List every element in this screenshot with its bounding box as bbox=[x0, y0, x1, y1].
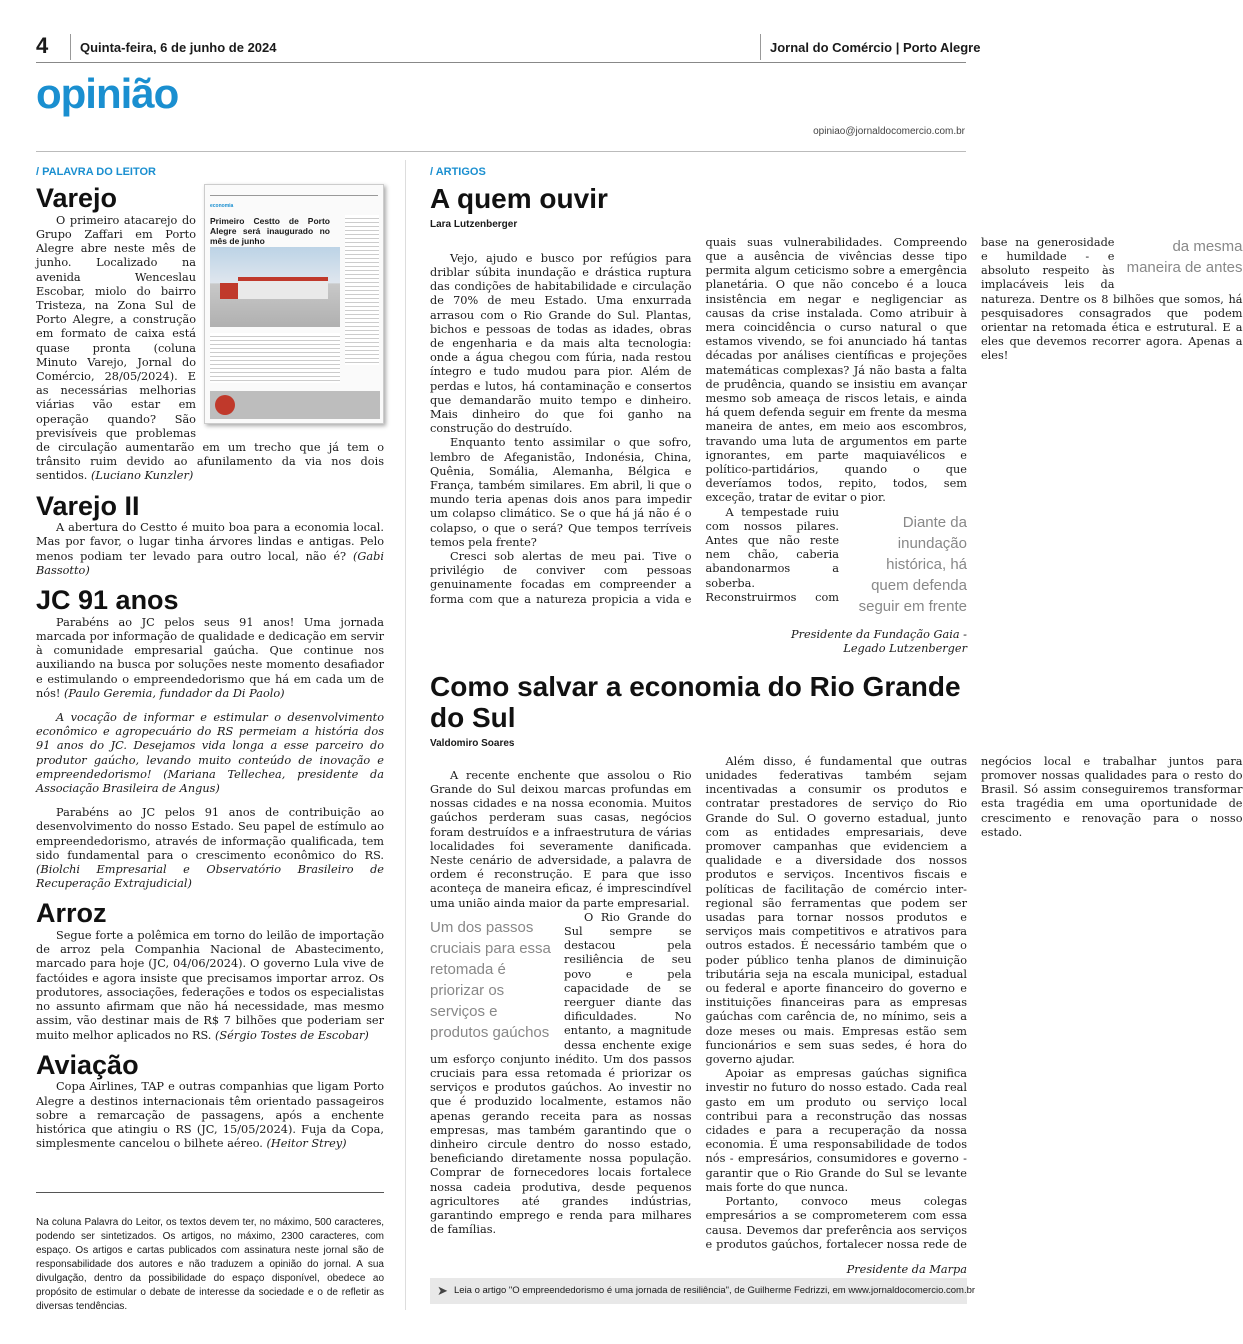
letter-body: Segue forte a polêmica em torno do leilão de importação de arroz pela Companhia Nacional de Abastecimento, marcado para hoje (JC, 04/06/2024). O governo Lula vive de factóides e agora insiste que precisamos importar arroz. Os produtores, associações, federações e todos os especialistas no assunto afirmam que não há necessidade, mas mesmo assim, vão destinar mais de R$ 7 bilhões que poderiam ser muito melhor aplicados no RS. bbox=[36, 929, 384, 1042]
letter-title: Arroz bbox=[36, 898, 107, 929]
letter-body: A abertura do Cestto é muito boa para a economia local. Mas por favor, o lugar tinha árvores lindas e antigas. Pelo menos podiam ter levado para outro local, não é? bbox=[36, 521, 384, 563]
letter-author: (Sérgio Tostes de Escobar) bbox=[214, 1028, 369, 1042]
article-body bbox=[430, 754, 1243, 1261]
thumbnail-photo bbox=[210, 247, 340, 327]
articles-column bbox=[430, 166, 1243, 1277]
column-divider bbox=[405, 160, 406, 1310]
paragraph: A recente enchente que assolou o Rio Grande do Sul deixou marcas profundas em nossas cidades e na nossa economia. Muitos gaúchos perderam suas casas, negócios foram destruídos e a infraestrutura de várias localidades foi severamente danificada. Neste cenário de adversidade, a palavra de ordem é reconstrução. E para que isso aconteça de maneira eficaz, é imprescindível uma união ainda maior da parte empresarial. bbox=[430, 768, 692, 910]
letter-author: (Heitor Strey) bbox=[266, 1137, 347, 1151]
letter-author: (Biolchi Empresarial e Observatório Brasileiro de Recuperação Extrajudicial) bbox=[36, 862, 384, 891]
articles-kicker: / ARTIGOS bbox=[430, 166, 486, 178]
page-number: 4 bbox=[36, 33, 49, 58]
paragraph: Além disso, é fundamental que outras unidades federativas também sejam incentivadas a consumir os produtos e contratar prestadores de serviço do Rio Grande do Sul. O governo estadual, junto com as entidades empresariais, deve promover campanhas que evidenciem a qualidade e a diversidade dos nossos produtos e serviços. Incentivos fiscais e políticas de facilitação de comércio inter-regional são ferramentas que podem ser usadas para tornar nossos produtos e serviços mais competitivos e atrativos para outros estados. É necessário também que o poder público tenha planos de diminuição tributária seja na escala municipal, estadual ou federal e aporte financeiro do governo e instituições financeiras para as empresas gaúchas com carência de, no mínimo, seis a doze meses ou mais. Empresas estão sem funcionários e sem suas sedes, é hora do governo ajudar. bbox=[705, 754, 967, 1067]
paragraph: Vejo, ajudo e busco por refúgios para driblar súbita inundação e drástica ruptura das condições de habitabilidade e circulação de 70% de meu Estado. Uma enxurrada arrasou com o Rio Grande do Sul. Plantas, bichos e pessoas de todas as idades, obras de engenharia e da mais alta tecnologia: onde a água chegou com fúria, nada restou íntegro e tudo mudou para pior. Além de perdas e lutos, há contaminação e consertos que demandarão muito tempo e dinheiro. Mais dinheiro do que foi ganho na construção do destruído. bbox=[430, 251, 692, 436]
article-title: A quem ouvir bbox=[430, 183, 608, 214]
contact-email[interactable]: opiniao@jornaldocomercio.com.br bbox=[813, 126, 965, 137]
letter-author: (Gabi Bassotto) bbox=[36, 549, 384, 577]
letter-title: Aviação bbox=[36, 1049, 139, 1080]
paragraph: Enquanto tento assimilar o que sofro, lembro de Afeganistão, Indonésia, China, Quênia, Somália, Alemanha, Bélgica e França, também similares. Em abril, li que o mundo teria apenas dois anos para impedir um colapso climático. Se o que há já não é o colapso, o que o será? Que tempos terríveis temos pela frente? bbox=[430, 436, 692, 549]
newspaper-name: Jornal do Comércio | Porto Alegre bbox=[770, 40, 981, 55]
letter-title: JC 91 anos bbox=[36, 585, 179, 616]
read-more-text: Leia o artigo "O empreendedorismo é uma jornada de resiliência", de Guilherme Fedrizzi, em www.jornaldocomercio.com.br bbox=[454, 1285, 976, 1296]
author-credit: Legado Lutzenberger bbox=[843, 642, 967, 655]
editorial-note: Na coluna Palavra do Leitor, os textos devem ter, no máximo, 500 caracteres, podendo ser sintetizados. Os artigos, no máximo, 2300 caracteres, com espaço. Os artigos e cartas publicados com assinatura neste jornal são de responsabilidade dos autores e não traduzem a opinião do jornal. A sua divulgação, dentro da possibilidade do espaço disponível, obedece ao propósito de estimular o debate de interesse da sociedade e o de refletir as diversas tendências. bbox=[36, 1217, 384, 1312]
thumbnail-headline: Primeiro Cestto de Porto Alegre será inaugurado no mês de junho bbox=[210, 216, 330, 247]
read-more-banner[interactable] bbox=[430, 1278, 976, 1304]
edition-date: Quinta-feira, 6 de junho de 2024 bbox=[80, 40, 277, 55]
section-title: opinião bbox=[36, 70, 179, 117]
pull-quote: Um dos passos cruciais para essa retomada é priorizar os serviços e produtos gaúchos bbox=[430, 918, 551, 1041]
letter-body: A vocação de informar e estimular o desenvolvimento econômico e agropecuário do RS permeiam a história dos 91 anos do JC. Desejamos vida longa a esse parceiro do produtor gaúcho, levando muito conteúdo de inovação e empreendedorismo! (Mariana Tellechea, presidente da Associação Brasileira de Angus) bbox=[36, 710, 384, 795]
letter-body: Parabéns ao JC pelos 91 anos de contribuição ao desenvolvimento do nosso Estado. Seu papel de estímulo ao empreendedorismo, através de informação qualificada, tem sido fundamental para o crescimento econômico do RS. bbox=[36, 806, 384, 862]
section-rule bbox=[36, 151, 966, 152]
header-rule bbox=[36, 62, 966, 63]
letter-body: O primeiro atacarejo do Grupo Zaffari em Porto Alegre abre neste mês de junho. Localizado na avenida Wenceslau Escobar, miolo do bairro Tristeza, na Zona Sul de Porto Alegre, a construção em formato de caixa está quase pronta (coluna Minuto Varejo, Jornal do Comércio, 28/05/2024). E as necessárias melhorias viárias vão estar em operação quando? São previsíveis que problemas de circulação aumentarão em um trecho que já tem o trânsito ruim devido ao afunilamento da via nos dois sentidos. bbox=[36, 213, 384, 483]
paragraph: Cresci sob alertas de meu pai. Tive o privilégio de conviver com pessoas genuinamente focadas em compreender a forma com que a natureza propicia a vida e quais suas vulnerabilidades. Compreendo que a ausência de vivências desse tipo permita algum ceticismo sobre a emergência planetária. O que não concebo é a louca insistência em negar e negligenciar as causas da crise instalada. Como atribuir à mera coincidência o curso natural o que estamos vivendo, se foi anunciado há tantas décadas por análises científicas e projeções matemáticas complexas? Já não basta a falta de prudência, quando se insistiu em avançar mesmo sob ameaça de riscos letais, e ainda há quem defenda seguir em frente da mesma maneira de antes, em meio aos escombros, travando uma luta de argumentos em parte ignorantes, em parte maquiavélicos e político-partidários, quando o que deveríamos todos, repito, todos, sem exceção, tratar de evitar o pior. bbox=[430, 235, 967, 606]
author-credit: Presidente da Marpa bbox=[846, 1262, 967, 1276]
cursor-icon: ➤ bbox=[437, 1283, 448, 1298]
letters-kicker: / PALAVRA DO LEITOR bbox=[36, 166, 156, 178]
pull-quote: Diante da inundação histórica, há quem defenda seguir em frente da mesma maneira de antes bbox=[858, 237, 1243, 615]
letter-title: Varejo II bbox=[36, 490, 140, 521]
article-thumbnail bbox=[204, 184, 384, 424]
divider bbox=[70, 34, 71, 60]
divider bbox=[760, 34, 761, 60]
paragraph: O Rio Grande do Sul sempre se destacou pela resiliência de seu povo e pela capacidade de se reerguer diante das dificuldades. No entanto, a magnitude dessa enchente exige um esforço conjunto inédito. Um dos passos cruciais para essa retomada é priorizar os serviços e produtos gaúchos. Ao investir no que é produzido localmente, estamos não apenas gerando receita para as nossas empresas, mas também garantindo que o dinheiro circule dentro do nosso estado, beneficiando diretamente nossa população. Comprar de fornecedores locais fortalece nossa cadeia produtiva, desde pequenos agricultores até grandes indústrias, garantindo emprego e renda para milhares de famílias. bbox=[430, 910, 692, 1237]
thumbnail-section: economia bbox=[210, 203, 234, 209]
paragraph: Apoiar as empresas gaúchas significa investir no futuro do nosso estado. Cada real gasto em um produto ou serviço local contribui para a reconstrução das nossas cidades e para a recuperação da nossa economia. É uma responsabilidade de todos nós - empresários, consumidores e governo - garantir que o Rio Grande do Sul se levante mais forte do que nunca. bbox=[705, 1067, 967, 1194]
letter-author: (Luciano Kunzler) bbox=[90, 469, 194, 483]
article-author: Valdomiro Soares bbox=[430, 737, 515, 749]
letter-body: Parabéns ao JC pelos seus 91 anos! Uma jornada marcada por informação de qualidade e dedicação em servir à comunidade empresarial gaúcha. Que continue nos auxiliando na busca por soluções neste momento desafiador e estimulando o empreendedorismo que há em cada um de nós! bbox=[36, 615, 384, 700]
article-title: Como salvar a economia do Rio Grande do Sul bbox=[430, 671, 961, 733]
author-credit: Presidente da Fundação Gaia - bbox=[791, 627, 967, 641]
article-author: Lara Lutzenberger bbox=[430, 218, 518, 230]
paragraph: Portanto, convoco meus colegas empresários a se comprometerem com essa causa. Devemos dar preferência aos serviços e produtos gaúchos, fortalecer nossa rede de negócios local e trabalhar juntos para promover nossas qualidades para o resto do Brasil. Só assim conseguiremos transformar esta tragédia em uma oportunidade de crescimento e renovação para o nosso estado. bbox=[705, 754, 1243, 1251]
article-body bbox=[430, 235, 1243, 618]
letter-body: Copa Airlines, TAP e outras companhias que ligam Porto Alegre a destinos internacionais têm orientado passageiros sobre a remarcação de passagens, após a enchente histórica que atingiu o RS (JC, 15/05/2024). Fuja da Copa, simplesmente cancelou o bilhete aéreo. bbox=[36, 1080, 384, 1151]
letters-column bbox=[36, 166, 384, 1151]
letter-title: Varejo bbox=[36, 183, 118, 213]
paragraph: A tempestade ruiu com nossos pilares. Antes que não reste nem chão, caberia abandonarmos a soberba. Reconstruirmos com base na generosidade e humildade - e absoluto respeito às implacáveis leis da natureza. Dentre os 8 bilhões que somos, há pesquisadores consagrados que podem orientar na retomada ética e estrutural. E a eles que devemos recorrer agora. Apenas a eles! bbox=[705, 235, 1243, 604]
note-divider bbox=[36, 1192, 384, 1193]
letter-author: (Paulo Geremia, fundador da Di Paolo) bbox=[64, 686, 285, 700]
